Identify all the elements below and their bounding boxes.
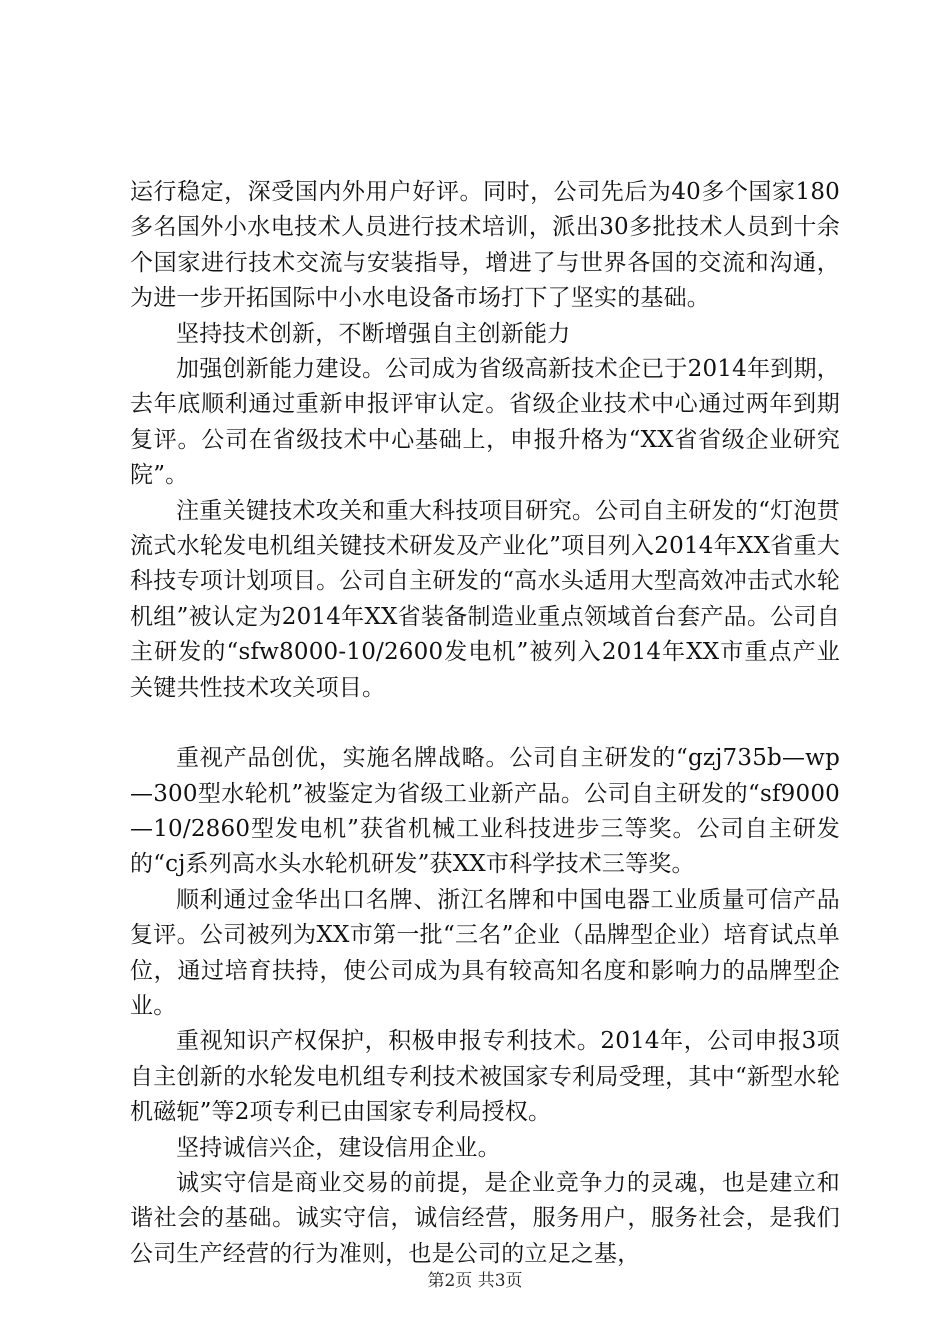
paragraph-innovation-capacity: 加强创新能力建设。公司成为省级高新技术企已于2014年到期，去年底顺利通过重新申报评审认定。省级企业技术中心通过两年到期复评。公司在省级技术中心基础上，申报升格为“XX省省级企业研究院”。 (130, 356, 840, 489)
paragraph-integrity: 诚实守信是商业交易的前提，是企业竞争力的灵魂，也是建立和谐社会的基础。诚实守信，诚信经营，服务用户，服务社会，是我们公司生产经营的行为准则，也是公司的立足之基， (130, 1169, 840, 1267)
paragraph-patents: 重视知识产权保护，积极申报专利技术。2014年，公司申报3项自主创新的水轮发电机组专利技术被国家专利局受理，其中“新型水轮机磁轭”等2项专利已由国家专利局授权。 (130, 1028, 840, 1126)
paragraph-key-technology: 注重关键技术攻关和重大科技项目研究。公司自主研发的“灯泡贯流式水轮发电机组关键技术研发及产业化”项目列入2014年XX省重大科技专项计划项目。公司自主研发的“高水头适用大型高效冲击式水轮机组”被认定为2014年XX省装备制造业重点领域首台套产品。公司自主研发的“sfw8000-10/2600发电机”被列入2014年XX市重点产业关键共性技术攻关项目。 (130, 497, 840, 701)
paragraph-continuation: 运行稳定，深受国内外用户好评。同时，公司先后为40多个国家180多名国外小水电技术人员进行技术培训，派出30多批技术人员到十余个国家进行技术交流与安装指导，增进了与世界各国的交流和沟通，为进一步开拓国际中小水电设备市场打下了坚实的基础。 (130, 179, 840, 312)
section-heading-integrity: 坚持诚信兴企，建设信用企业。 (176, 1134, 501, 1161)
paragraph-brand-review: 顺利通过金华出口名牌、浙江名牌和中国电器工业质量可信产品复评。公司被列为XX市第一批“三名”企业（品牌型企业）培育试点单位，通过培育扶持，使公司成为具有较高知名度和影响力的品牌型企业。 (130, 886, 840, 1019)
page-footer: 第2页 共3页 (427, 1271, 523, 1291)
paragraph-brand-strategy: 重视产品创优，实施名牌战略。公司自主研发的“gzj735b—wp—300型水轮机”被鉴定为省级工业新产品。公司自主研发的“sf9000—10/2860型发电机”获省机械工业科技进步三等奖。公司自主研发的“cj系列高水头水轮机研发”获XX市科学技术三等奖。 (130, 745, 840, 878)
document-body (130, 175, 840, 1272)
blank-line (130, 706, 840, 741)
section-heading-innovation: 坚持技术创新，不断增强自主创新能力 (176, 320, 571, 347)
